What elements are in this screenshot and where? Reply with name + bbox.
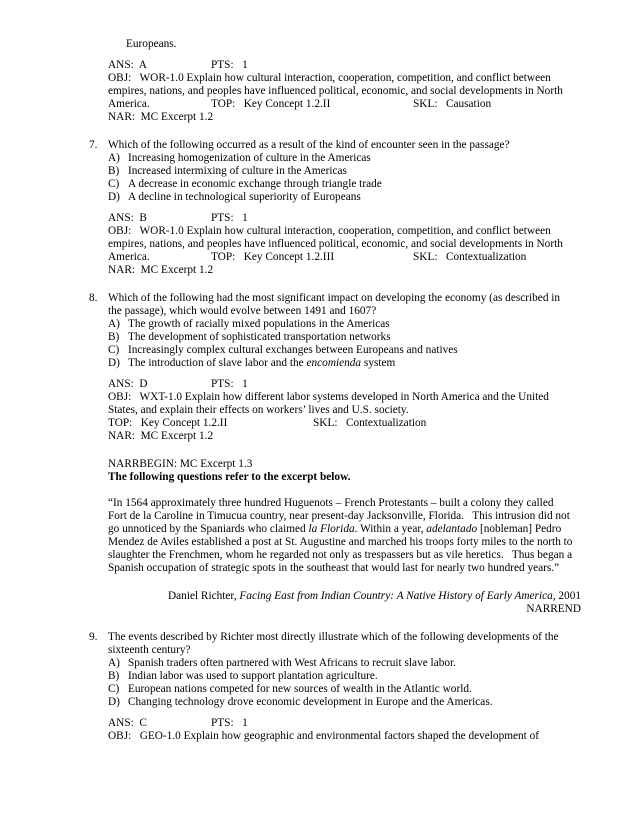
- q8-top: TOP: Key Concept 1.2.II: [108, 417, 228, 429]
- q8-option-b-text: The development of sophisticated transportation networks: [128, 331, 391, 343]
- q8-stem-line1: Which of the following had the most significant impact on developing the economy (as described in: [108, 292, 561, 304]
- q7-option-a-text: Increasing homogenization of culture in the Americas: [128, 152, 371, 164]
- q6-pts: PTS: 1: [211, 59, 248, 71]
- excerpt-line1: “In 1564 approximately three hundred Huguenots – French Protestants – built a colony they called: [108, 497, 554, 509]
- q7-option-d-text: A decline in technological superiority of Europeans: [128, 191, 361, 203]
- q9-option-d-letter: D): [108, 696, 120, 708]
- q6-obj-line2: empires, nations, and peoples have influenced political, economic, and social developments in North: [108, 85, 563, 97]
- q7-option-c-text: A decrease in economic exchange through triangle trade: [128, 178, 382, 190]
- q7-skl: SKL: Contextualization: [413, 251, 527, 263]
- q9-option-c-letter: C): [108, 683, 120, 695]
- excerpt-line6: Spanish occupation of strategic spots in the southeast that would last for nearly two hundred years.”: [108, 562, 560, 574]
- q9-option-b-letter: B): [108, 670, 120, 682]
- q7-obj-line3: America.: [108, 251, 150, 263]
- q9-ans: ANS: C: [108, 717, 147, 729]
- q7-number: 7.: [89, 139, 98, 151]
- excerpt-line4: Mendez de Aviles established a post at St. Augustine and marched his troops forty miles to the north to: [108, 536, 573, 548]
- q9-option-d-text: Changing technology drove economic development in Europe and the Americas.: [128, 696, 493, 708]
- q9-option-b-text: Indian labor was used to support plantation agriculture.: [128, 670, 378, 682]
- q6-obj-line3: America.: [108, 98, 150, 110]
- q7-option-b-text: Increased intermixing of culture in the Americas: [128, 165, 347, 177]
- q7-ans: ANS: B: [108, 212, 147, 224]
- q8-option-a-text: The growth of racially mixed populations in the Americas: [128, 318, 390, 330]
- narr-instruction: The following questions refer to the excerpt below.: [108, 471, 351, 483]
- excerpt-line3: go unnoticed by the Spaniards who claimed la Florida. Within a year, adelantado [nobleman] Pedro: [108, 523, 562, 535]
- q6-skl: SKL: Causation: [413, 98, 492, 110]
- q9-option-a-letter: A): [108, 657, 120, 669]
- q8-option-d-letter: D): [108, 357, 120, 369]
- q8-skl: SKL: Contextualization: [313, 417, 427, 429]
- q8-option-c-letter: C): [108, 344, 120, 356]
- narr-begin: NARRBEGIN: MC Excerpt 1.3: [108, 458, 253, 470]
- q7-option-a-letter: A): [108, 152, 120, 164]
- q8-stem-line2: the passage), which would evolve between 1491 and 1607?: [108, 305, 377, 317]
- q9-obj-line1: OBJ: GEO-1.0 Explain how geographic and environmental factors shaped the development of: [108, 730, 540, 742]
- q9-stem-line2: sixteenth century?: [108, 644, 191, 656]
- q9-option-c-text: European nations competed for new sources of wealth in the Atlantic world.: [128, 683, 472, 695]
- q8-obj-line2: States, and explain their effects on workers’ lives and U.S. society.: [108, 404, 409, 416]
- q8-option-a-letter: A): [108, 318, 120, 330]
- q6-ans: ANS: A: [108, 59, 147, 71]
- q7-stem: Which of the following occurred as a result of the kind of encounter seen in the passage?: [108, 139, 510, 151]
- q7-nar: NAR: MC Excerpt 1.2: [108, 264, 214, 276]
- q7-pts: PTS: 1: [211, 212, 248, 224]
- q8-option-c-text: Increasingly complex cultural exchanges between Europeans and natives: [128, 344, 458, 356]
- q9-stem-line1: The events described by Richter most directly illustrate which of the following developments of the: [108, 631, 559, 643]
- q6-obj-line1: OBJ: WOR-1.0 Explain how cultural interaction, cooperation, competition, and conflict between: [108, 72, 551, 84]
- q6-nar: NAR: MC Excerpt 1.2: [108, 111, 214, 123]
- q7-obj-line2: empires, nations, and peoples have influenced political, economic, and social developments in North: [108, 238, 563, 250]
- q6-top: TOP: Key Concept 1.2.II: [211, 98, 331, 110]
- q8-option-d-text: The introduction of slave labor and the encomienda system: [128, 357, 396, 369]
- q8-pts: PTS: 1: [211, 378, 248, 390]
- q8-ans: ANS: D: [108, 378, 148, 390]
- q9-number: 9.: [89, 631, 98, 643]
- q9-option-a-text: Spanish traders often partnered with West Africans to recruit slave labor.: [128, 657, 456, 669]
- excerpt-line2: Fort de la Caroline in Timucua country, near present-day Jacksonville, Florida. This intrusion did not: [108, 510, 570, 522]
- q7-top: TOP: Key Concept 1.2.III: [211, 251, 335, 263]
- q8-obj-line1: OBJ: WXT-1.0 Explain how different labor systems developed in North America and the United: [108, 391, 549, 403]
- q7-obj-line1: OBJ: WOR-1.0 Explain how cultural interaction, cooperation, competition, and conflict between: [108, 225, 551, 237]
- q7-option-d-letter: D): [108, 191, 120, 203]
- q7-option-b-letter: B): [108, 165, 120, 177]
- q8-option-b-letter: B): [108, 331, 120, 343]
- q8-nar: NAR: MC Excerpt 1.2: [108, 430, 214, 442]
- excerpt-citation: Daniel Richter, Facing East from Indian Country: A Native History of Early America, 2001: [168, 590, 581, 602]
- q9-pts: PTS: 1: [211, 717, 248, 729]
- q7-option-c-letter: C): [108, 178, 120, 190]
- excerpt-line5: slaughter the Frenchmen, whom he regarded not only as trespassers but as vile heretics. Thus began a: [108, 549, 573, 561]
- carryover-text: Europeans.: [126, 38, 177, 50]
- q8-number: 8.: [89, 292, 98, 304]
- narr-end: NARREND: [526, 603, 581, 615]
